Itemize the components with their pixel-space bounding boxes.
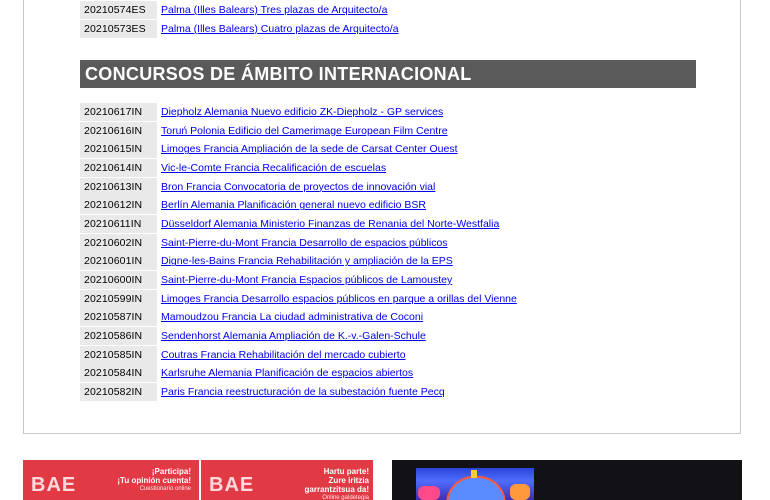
contest-link[interactable]: Limoges Francia Ampliación de la sede de Carsat Center Ouest bbox=[161, 143, 458, 156]
table-row bbox=[80, 140, 696, 158]
event-banner[interactable] bbox=[392, 460, 742, 500]
table-row bbox=[80, 290, 696, 308]
contest-link[interactable]: Toruń Polonia Edificio del Camerimage European Film Centre bbox=[161, 124, 448, 137]
contest-code: 20210574ES bbox=[80, 1, 157, 19]
table-row bbox=[80, 215, 696, 233]
contest-link[interactable]: Sendenhorst Alemania Ampliación de K.-v.-Galen-Schule bbox=[161, 330, 426, 343]
table-row bbox=[80, 234, 696, 252]
contest-link[interactable]: Limoges Francia Desarrollo espacios públicos en parque a orillas del Vienne bbox=[161, 292, 517, 305]
contest-code: 20210613IN bbox=[80, 178, 157, 196]
bae-banner-spanish[interactable] bbox=[23, 460, 197, 500]
table-row bbox=[80, 308, 696, 326]
promo-line2: ¡Tu opinión cuenta! bbox=[117, 476, 191, 485]
table-row bbox=[80, 103, 696, 121]
table-row bbox=[80, 122, 696, 140]
bae-logo: BAE bbox=[31, 474, 77, 496]
contest-code: 20210617IN bbox=[80, 103, 157, 121]
bae-logo: BAE bbox=[209, 474, 255, 496]
contest-code: 20210587IN bbox=[80, 308, 157, 326]
contest-link[interactable]: Coutras Francia Rehabilitación del mercado cubierto bbox=[161, 348, 406, 361]
contest-link[interactable]: Vic-le-Comte Francia Recalificación de escuelas bbox=[161, 162, 387, 174]
table-row bbox=[80, 178, 696, 196]
contest-link[interactable]: Berlín Alemania Planificación general nuevo edificio BSR bbox=[161, 199, 426, 212]
promo-line1: ¡Participa! bbox=[151, 467, 191, 476]
contest-link[interactable]: Digne-les-Bains Francia Rehabilitación y ampliación de la EPS bbox=[161, 255, 453, 268]
contest-link[interactable]: Saint-Pierre-du-Mont Francia Espacios públicos de Lamoustey bbox=[161, 274, 453, 287]
contest-code: 20210584IN bbox=[80, 364, 157, 382]
table-row bbox=[80, 1, 696, 19]
bae-banner-basque[interactable] bbox=[199, 460, 373, 500]
contest-code: 20210582IN bbox=[80, 383, 157, 401]
table-row bbox=[80, 196, 696, 214]
table-row bbox=[80, 383, 696, 401]
contest-code: 20210616IN bbox=[80, 122, 157, 140]
contest-link[interactable]: Bron Francia Convocatoria de proyectos de innovación vial bbox=[161, 180, 436, 193]
bae-promo-text bbox=[109, 467, 191, 494]
bae-promo-text bbox=[287, 467, 369, 500]
contest-code: 20210600IN bbox=[80, 271, 157, 289]
table-row bbox=[80, 271, 696, 289]
bae-survey-banner[interactable] bbox=[23, 460, 373, 500]
contest-code: 20210602IN bbox=[80, 234, 157, 252]
table-row bbox=[80, 327, 696, 345]
contest-link[interactable]: Palma (Illes Balears) Tres plazas de Arquitecto/a bbox=[161, 4, 388, 16]
promo-line2: Zure iritzia garrantzitsua da! bbox=[304, 476, 369, 494]
contest-code: 20210614IN bbox=[80, 159, 157, 177]
table-row bbox=[80, 159, 696, 177]
contest-code: 20210615IN bbox=[80, 140, 157, 158]
contest-code: 20210612IN bbox=[80, 196, 157, 214]
contest-link[interactable]: Saint-Pierre-du-Mont Francia Desarrollo de espacios públicos bbox=[161, 236, 448, 249]
section-header-international: CONCURSOS DE ÁMBITO INTERNACIONAL bbox=[80, 60, 696, 88]
contest-code: 20210601IN bbox=[80, 252, 157, 270]
contest-code: 20210585IN bbox=[80, 346, 157, 364]
contest-link[interactable]: Düsseldorf Alemania Ministerio Finanzas de Renania del Norte-Westfalia bbox=[161, 218, 500, 231]
contest-link[interactable]: Paris Francia reestructuración de la subestación fuente Pecq bbox=[161, 386, 445, 399]
contest-code: 20210611IN bbox=[80, 215, 157, 233]
contest-link[interactable]: Diepholz Alemania Nuevo edificio ZK-Diepholz - GP services bbox=[161, 106, 444, 118]
contest-code: 20210599IN bbox=[80, 290, 157, 308]
event-artwork-image bbox=[416, 468, 534, 500]
contest-link[interactable]: Palma (Illes Balears) Cuatro plazas de Arquitecto/a bbox=[161, 22, 399, 35]
contest-code: 20210586IN bbox=[80, 327, 157, 345]
promo-line3: Cuestionario online bbox=[139, 486, 191, 492]
table-row bbox=[80, 20, 696, 38]
table-row bbox=[80, 364, 696, 382]
promo-line1: Hartu parte! bbox=[323, 467, 369, 476]
table-row bbox=[80, 252, 696, 270]
promo-line3: Online galdetegia bbox=[322, 495, 369, 500]
contest-link[interactable]: Mamoudzou Francia La ciudad administrativa de Coconi bbox=[161, 311, 424, 324]
contest-link[interactable]: Karlsruhe Alemania Planificación de espacios abiertos bbox=[161, 367, 414, 380]
contest-code: 20210573ES bbox=[80, 20, 157, 38]
table-row bbox=[80, 346, 696, 364]
